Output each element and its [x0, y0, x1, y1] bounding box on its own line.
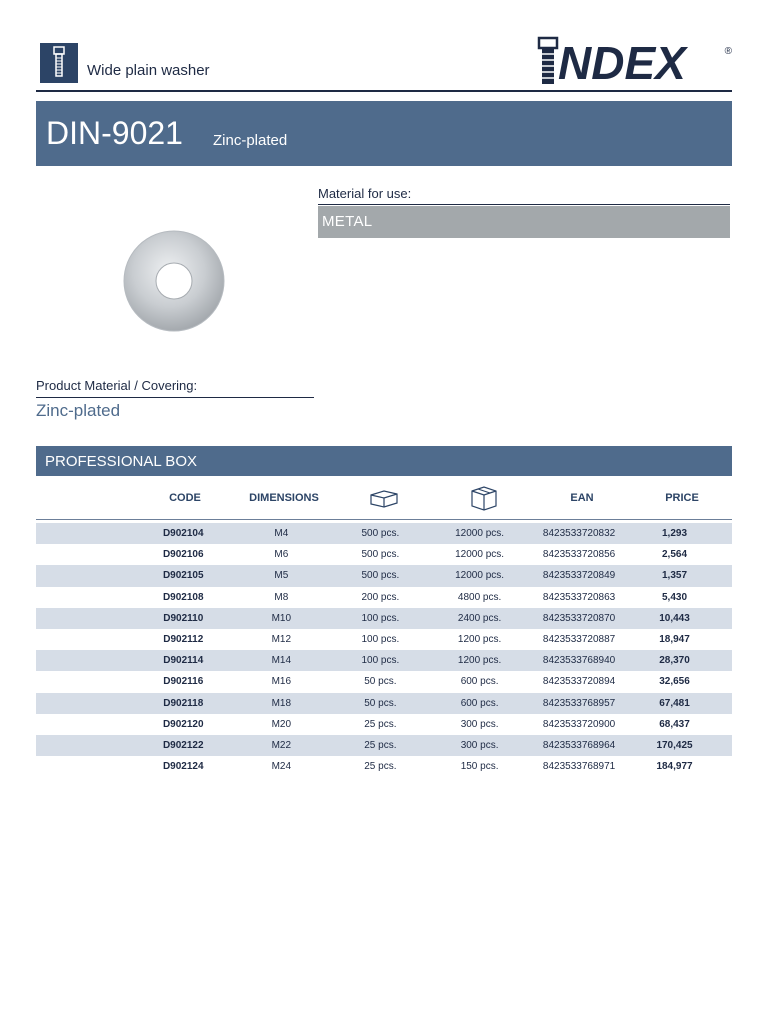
row-code: D902118: [146, 693, 220, 714]
row-spacer: [36, 756, 146, 777]
row-code: D902124: [162, 761, 204, 773]
row-small-box-qty: 50 pcs.: [343, 693, 418, 714]
row-price: 67,481: [617, 693, 732, 714]
row-large-box-qty: 4800 pcs.: [457, 591, 502, 603]
row-small-box-qty: 500 pcs.: [343, 565, 418, 586]
table-row: [36, 544, 732, 565]
row-ean: 8423533768957: [541, 693, 617, 714]
row-small-box-qty: 25 pcs.: [364, 718, 397, 730]
title-banner: [36, 101, 732, 166]
row-small-box-qty: 200 pcs.: [361, 591, 400, 603]
row-spacer: [36, 714, 146, 735]
row-large-box-qty: 2400 pcs.: [418, 608, 541, 629]
row-spacer: [36, 565, 146, 586]
row-ean: 8423533720856: [542, 549, 616, 561]
row-code: D902120: [162, 718, 204, 730]
row-code: D902110: [146, 608, 220, 629]
row-small-box-qty: 500 pcs.: [343, 523, 418, 544]
row-small-box-qty: 500 pcs.: [361, 549, 400, 561]
product-material-label: Product Material / Covering:: [36, 378, 198, 393]
column-header-dimensions: DIMENSIONS: [249, 492, 319, 504]
table-row: [36, 608, 732, 629]
row-price: 5,430: [662, 591, 688, 603]
product-material-value: Zinc-plated: [36, 401, 121, 420]
table-row: [36, 714, 732, 735]
row-spacer: [36, 608, 146, 629]
row-code: D902108: [162, 591, 204, 603]
din-code: DIN-9021: [46, 115, 183, 151]
row-code: D902106: [162, 549, 204, 561]
row-price: 170,425: [617, 735, 732, 756]
row-price: 32,656: [659, 676, 690, 688]
row-ean: 8423533768971: [542, 761, 616, 773]
row-spacer: [36, 693, 146, 714]
row-price: 1,293: [617, 523, 732, 544]
row-ean: 8423533720849: [541, 565, 617, 586]
table-row: [36, 756, 732, 777]
row-spacer: [36, 629, 146, 650]
table-row: [36, 693, 732, 714]
row-small-box-qty: 100 pcs.: [361, 634, 400, 646]
index-logo: [536, 36, 732, 88]
row-spacer: [36, 587, 146, 608]
registered-mark: ®: [724, 46, 732, 57]
row-ean: 8423533768940: [541, 650, 617, 671]
table-row: [36, 587, 732, 608]
logo-bolt-icon: [536, 36, 560, 88]
table-row: [36, 671, 732, 692]
row-small-box-qty: 50 pcs.: [364, 676, 397, 688]
row-code: D902116: [163, 676, 204, 688]
row-code: D902112: [163, 634, 204, 646]
banner-finish: Zinc-plated: [213, 132, 288, 149]
product-image: [36, 176, 314, 368]
row-dimension: M16: [271, 676, 292, 688]
material-for-use-value: METAL: [322, 213, 373, 230]
professional-box-header: [36, 446, 732, 476]
row-dimension: M4: [220, 523, 343, 544]
row-ean: 8423533720894: [542, 676, 616, 688]
large-box-icon: [468, 484, 500, 517]
logo-wordmark: NDEX: [558, 37, 686, 89]
row-dimension: M18: [220, 693, 343, 714]
table-row: [36, 650, 732, 671]
row-price: 184,977: [656, 761, 693, 773]
table-row: [36, 565, 732, 586]
row-ean: 8423533768964: [541, 735, 617, 756]
row-dimension: M20: [271, 718, 292, 730]
row-price: 68,437: [659, 718, 690, 730]
row-dimension: M6: [274, 549, 289, 561]
row-price: 10,443: [617, 608, 732, 629]
row-dimension: M5: [220, 565, 343, 586]
row-ean: 8423533720900: [542, 718, 616, 730]
row-large-box-qty: 600 pcs.: [418, 693, 541, 714]
row-dimension: M10: [220, 608, 343, 629]
row-price: 28,370: [617, 650, 732, 671]
column-header-ean: EAN: [570, 492, 594, 504]
product-material-divider: [36, 397, 314, 398]
price-table: [36, 523, 732, 777]
header-divider: [36, 90, 732, 92]
row-large-box-qty: 150 pcs.: [460, 761, 499, 773]
row-price: 2,564: [662, 549, 688, 561]
row-code: D902105: [146, 565, 220, 586]
row-spacer: [36, 735, 146, 756]
row-price: 1,357: [617, 565, 732, 586]
row-ean: 8423533720887: [542, 634, 616, 646]
material-for-use-divider: [318, 204, 730, 205]
row-dimension: M14: [220, 650, 343, 671]
row-ean: 8423533720832: [541, 523, 617, 544]
bolt-category-icon: [40, 43, 78, 83]
row-large-box-qty: 300 pcs.: [418, 735, 541, 756]
row-small-box-qty: 100 pcs.: [343, 650, 418, 671]
table-row: [36, 523, 732, 544]
row-large-box-qty: 1200 pcs.: [418, 650, 541, 671]
row-code: D902122: [146, 735, 220, 756]
row-small-box-qty: 25 pcs.: [343, 735, 418, 756]
row-large-box-qty: 300 pcs.: [460, 718, 499, 730]
row-code: D902114: [146, 650, 220, 671]
row-spacer: [36, 671, 146, 692]
row-large-box-qty: 12000 pcs.: [418, 523, 541, 544]
row-spacer: [36, 523, 146, 544]
professional-box-title: PROFESSIONAL BOX: [45, 453, 197, 470]
row-ean: 8423533720870: [541, 608, 617, 629]
row-price: 18,947: [659, 634, 690, 646]
row-large-box-qty: 12000 pcs.: [455, 549, 505, 561]
table-row: [36, 629, 732, 650]
table-header-divider: [36, 519, 732, 520]
row-dimension: M8: [274, 591, 289, 603]
row-large-box-qty: 1200 pcs.: [457, 634, 502, 646]
row-small-box-qty: 100 pcs.: [343, 608, 418, 629]
row-dimension: M24: [271, 761, 292, 773]
material-for-use-label: Material for use:: [318, 186, 412, 201]
product-name: Wide plain washer: [87, 62, 210, 79]
row-ean: 8423533720863: [542, 591, 616, 603]
row-small-box-qty: 25 pcs.: [364, 761, 397, 773]
small-box-icon: [368, 487, 400, 514]
row-dimension: M12: [271, 634, 292, 646]
row-spacer: [36, 650, 146, 671]
table-row: [36, 735, 732, 756]
material-for-use-bar: [318, 206, 730, 238]
column-header-price: PRICE: [665, 492, 699, 504]
row-spacer: [36, 544, 146, 565]
column-header-code: CODE: [169, 492, 201, 504]
row-large-box-qty: 600 pcs.: [460, 676, 499, 688]
row-dimension: M22: [220, 735, 343, 756]
row-large-box-qty: 12000 pcs.: [418, 565, 541, 586]
row-code: D902104: [146, 523, 220, 544]
